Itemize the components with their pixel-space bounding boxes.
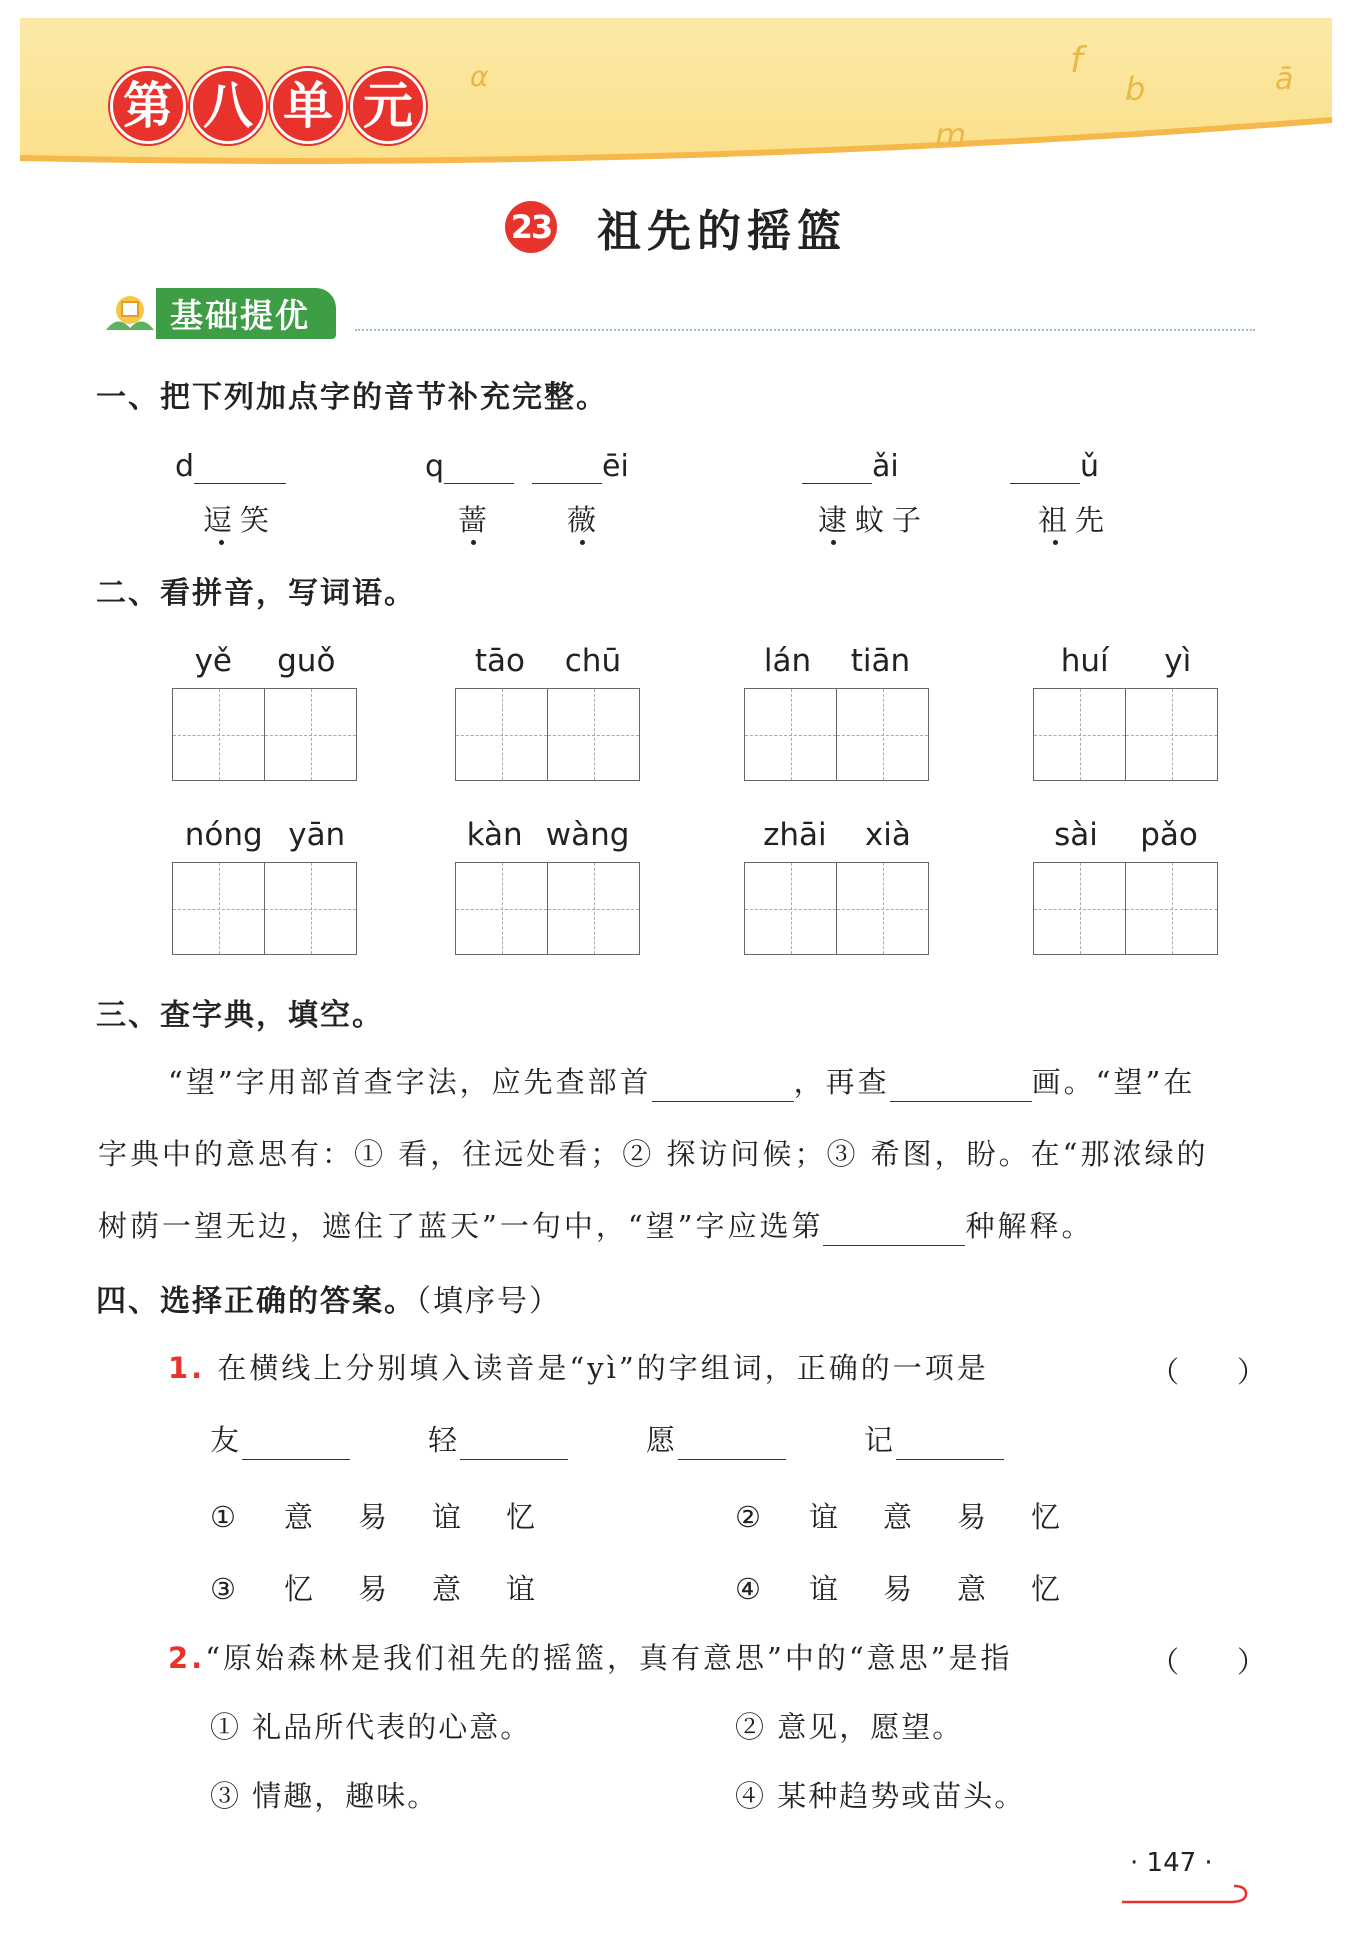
emphasis-dot (219, 540, 224, 545)
q1-pinyin-3 (532, 445, 629, 484)
q3-line-3 (98, 1206, 1094, 1246)
fill-item (210, 1420, 350, 1460)
grid-pinyin-syllable: tāo (474, 643, 525, 679)
grid-pinyin-syllable: tiān (850, 643, 911, 679)
question-number: 2. (168, 1641, 206, 1675)
q3-text: 树荫一望无边，遮住了蓝天”一句中，“望”字应选第 (98, 1209, 824, 1243)
answer-blank[interactable] (890, 1065, 1032, 1102)
writing-grid (744, 862, 929, 955)
page-number-underline (1122, 1882, 1250, 1906)
answer-blank[interactable] (896, 1423, 1004, 1460)
q2-heading: 二、看拼音，写词语。 (96, 576, 416, 611)
option-word: 谊 (809, 1500, 841, 1534)
option-word: 忆 (1031, 1572, 1063, 1606)
grid-pinyin-syllable: zhāi (763, 817, 827, 853)
option-word: 意 (957, 1572, 989, 1606)
lesson-number-badge: 23 (505, 201, 557, 253)
writing-box[interactable] (456, 689, 547, 780)
section-badge (100, 288, 336, 339)
q3-line-1 (168, 1062, 1195, 1102)
option-mark: ③ (210, 1572, 238, 1606)
q3-text: ，再查 (793, 1065, 890, 1099)
question-text: “原始森林是我们祖先的摇篮，真有意思”中的“意思”是指 (205, 1641, 1013, 1675)
banner-letter: b (1125, 70, 1146, 108)
banner-letter: m (935, 116, 967, 154)
writing-grid (1033, 862, 1218, 955)
writing-grid (455, 688, 640, 781)
q1-heading: 一、把下列加点字的音节补充完整。 (96, 380, 608, 415)
option-mark: ① (210, 1500, 238, 1534)
grid-pinyin (172, 643, 358, 679)
q4-sub1-question (168, 1348, 989, 1388)
answer-blank[interactable] (242, 1423, 350, 1460)
q1-word-5: 祖先 (1038, 503, 1113, 537)
grid-pinyin-syllable: guǒ (277, 643, 336, 679)
fill-item (864, 1420, 1004, 1460)
seedling-book-icon (100, 292, 156, 336)
writing-grid (744, 688, 929, 781)
q4-heading-text: 四、选择正确的答案。 (96, 1284, 416, 1319)
q3-text: 画。“望”在 (1031, 1065, 1196, 1099)
answer-blank[interactable] (532, 445, 602, 484)
writing-box[interactable] (1034, 689, 1125, 780)
writing-box[interactable] (745, 689, 836, 780)
fill-item (646, 1420, 786, 1460)
lesson-title (505, 195, 847, 259)
option-3[interactable] (210, 1774, 438, 1815)
option-word: 忆 (1031, 1500, 1063, 1534)
q1-pinyin-5 (1010, 445, 1099, 484)
emphasis-dot (1053, 540, 1058, 545)
section-divider (355, 329, 1255, 331)
grid-pinyin (455, 643, 641, 679)
option-text: 情趣，趣味。 (252, 1779, 439, 1813)
writing-box[interactable] (547, 689, 639, 780)
option-4[interactable] (735, 1774, 1025, 1815)
option-word: 谊 (809, 1572, 841, 1606)
unit-title (110, 68, 426, 144)
q4-heading-hint: （填序号） (416, 1284, 561, 1319)
fill-char: 记 (864, 1423, 897, 1457)
option-word: 易 (883, 1572, 915, 1606)
grid-pinyin-syllable: yì (1164, 643, 1192, 679)
section-label: 基础提优 (156, 288, 336, 339)
writing-box[interactable] (264, 863, 356, 954)
pinyin-final: ǔ (1080, 449, 1100, 484)
option-mark: ② (735, 1710, 767, 1744)
q3-heading: 三、查字典，填空。 (96, 998, 384, 1033)
option-1[interactable] (210, 1495, 580, 1536)
option-word: 忆 (506, 1500, 538, 1534)
unit-char: 第 (110, 68, 186, 144)
grid-pinyin (455, 817, 641, 853)
writing-box[interactable] (173, 863, 264, 954)
writing-box[interactable] (745, 863, 836, 954)
option-word: 易 (957, 1500, 989, 1534)
option-mark: ② (735, 1500, 763, 1534)
fill-char: 愿 (646, 1423, 679, 1457)
option-word: 意 (883, 1500, 915, 1534)
grid-pinyin-syllable: sài (1054, 817, 1098, 853)
pinyin-final: ēi (602, 449, 629, 484)
grid-pinyin-syllable: nóng (184, 817, 263, 853)
option-mark: ④ (735, 1779, 767, 1813)
grid-pinyin (744, 817, 930, 853)
grid-pinyin-syllable: chū (564, 643, 622, 679)
answer-parentheses[interactable]: （ ） (1150, 1645, 1267, 1679)
q4-sub2-question (168, 1638, 1013, 1678)
writing-box[interactable] (836, 863, 928, 954)
option-word: 意 (432, 1572, 464, 1606)
emphasis-dot (471, 540, 476, 545)
answer-blank[interactable] (678, 1423, 786, 1460)
answer-blank[interactable] (1010, 445, 1080, 484)
unit-char: 单 (270, 68, 346, 144)
writing-grid (455, 862, 640, 955)
grid-pinyin-syllable: xià (864, 817, 911, 853)
pinyin-final: ǎi (872, 449, 899, 484)
option-word: 易 (358, 1500, 390, 1534)
grid-pinyin-syllable: yě (194, 643, 232, 679)
unit-char: 元 (350, 68, 426, 144)
option-text: 礼品所代表的心意。 (252, 1710, 532, 1744)
option-word: 意 (284, 1500, 316, 1534)
q1-word-4: 逮蚊子 (818, 503, 930, 537)
q3-line-2: 字典中的意思有：① 看，往远处看；② 探访问候；③ 希图，盼。在“那浓绿的 (98, 1137, 1209, 1171)
option-word: 谊 (506, 1572, 538, 1606)
grid-pinyin-syllable: lán (763, 643, 812, 679)
q1-word-3: 薇 (567, 503, 605, 537)
writing-box[interactable] (173, 689, 264, 780)
option-4[interactable] (735, 1567, 1105, 1608)
answer-blank[interactable] (444, 445, 514, 484)
option-2[interactable] (735, 1495, 1105, 1536)
q3-text: 种解释。 (965, 1209, 1094, 1243)
question-text: 在横线上分别填入读音是“yì”的字组词，正确的一项是 (217, 1351, 989, 1385)
q3-text: “望”字用部首查字法，应先查部首 (168, 1065, 652, 1099)
writing-box[interactable] (547, 863, 639, 954)
option-word: 谊 (432, 1500, 464, 1534)
q1-pinyin-4 (802, 445, 899, 484)
emphasis-dot (580, 540, 585, 545)
q1-pinyin-2 (425, 445, 514, 484)
option-mark: ④ (735, 1572, 763, 1606)
grid-pinyin-syllable: huí (1060, 643, 1109, 679)
option-2[interactable] (735, 1705, 963, 1746)
banner-letter: f (1070, 40, 1083, 81)
writing-box[interactable] (1125, 863, 1217, 954)
fill-char: 友 (210, 1423, 243, 1457)
grid-pinyin (1033, 817, 1219, 853)
banner-letter: ā (1275, 62, 1294, 97)
grid-pinyin (172, 817, 358, 853)
q1-pinyin-1 (175, 445, 286, 484)
grid-pinyin-syllable: kàn (466, 817, 523, 853)
q4-heading (96, 1276, 561, 1320)
writing-box[interactable] (1034, 863, 1125, 954)
q1-word-1: 逗笑 (203, 503, 278, 537)
option-3[interactable] (210, 1567, 580, 1608)
answer-blank[interactable] (652, 1065, 794, 1102)
writing-grid (1033, 688, 1218, 781)
grid-pinyin (1033, 643, 1219, 679)
option-word: 易 (358, 1572, 390, 1606)
grid-pinyin-syllable: yān (288, 817, 346, 853)
writing-box[interactable] (456, 863, 547, 954)
pinyin-initial: q (425, 449, 445, 484)
writing-box[interactable] (1125, 689, 1217, 780)
banner-letter: α (470, 60, 489, 93)
writing-grid (172, 862, 357, 955)
q1-word-2: 蔷 (458, 503, 496, 537)
unit-char: 八 (190, 68, 266, 144)
option-text: 某种趋势或苗头。 (777, 1779, 1026, 1813)
writing-box[interactable] (836, 689, 928, 780)
answer-parentheses[interactable]: （ ） (1150, 1355, 1267, 1389)
answer-blank[interactable] (802, 445, 872, 484)
emphasis-dot (831, 540, 836, 545)
fill-item (428, 1420, 568, 1460)
option-word: 忆 (284, 1572, 316, 1606)
question-number: 1. (168, 1351, 206, 1385)
grid-pinyin-syllable: wàng (545, 817, 630, 853)
page-number: · 147 · (1130, 1848, 1213, 1878)
fill-char: 轻 (428, 1423, 461, 1457)
pinyin-initial: d (175, 449, 195, 484)
answer-blank[interactable] (823, 1209, 965, 1246)
writing-grid (172, 688, 357, 781)
option-text: 意见，愿望。 (777, 1710, 964, 1744)
lesson-title-text: 祖先的摇篮 (597, 206, 847, 257)
writing-box[interactable] (264, 689, 356, 780)
answer-blank[interactable] (194, 445, 286, 484)
option-1[interactable] (210, 1705, 531, 1746)
answer-blank[interactable] (460, 1423, 568, 1460)
option-mark: ① (210, 1710, 242, 1744)
option-mark: ③ (210, 1779, 242, 1813)
grid-pinyin-syllable: pǎo (1140, 817, 1198, 853)
grid-pinyin (744, 643, 930, 679)
